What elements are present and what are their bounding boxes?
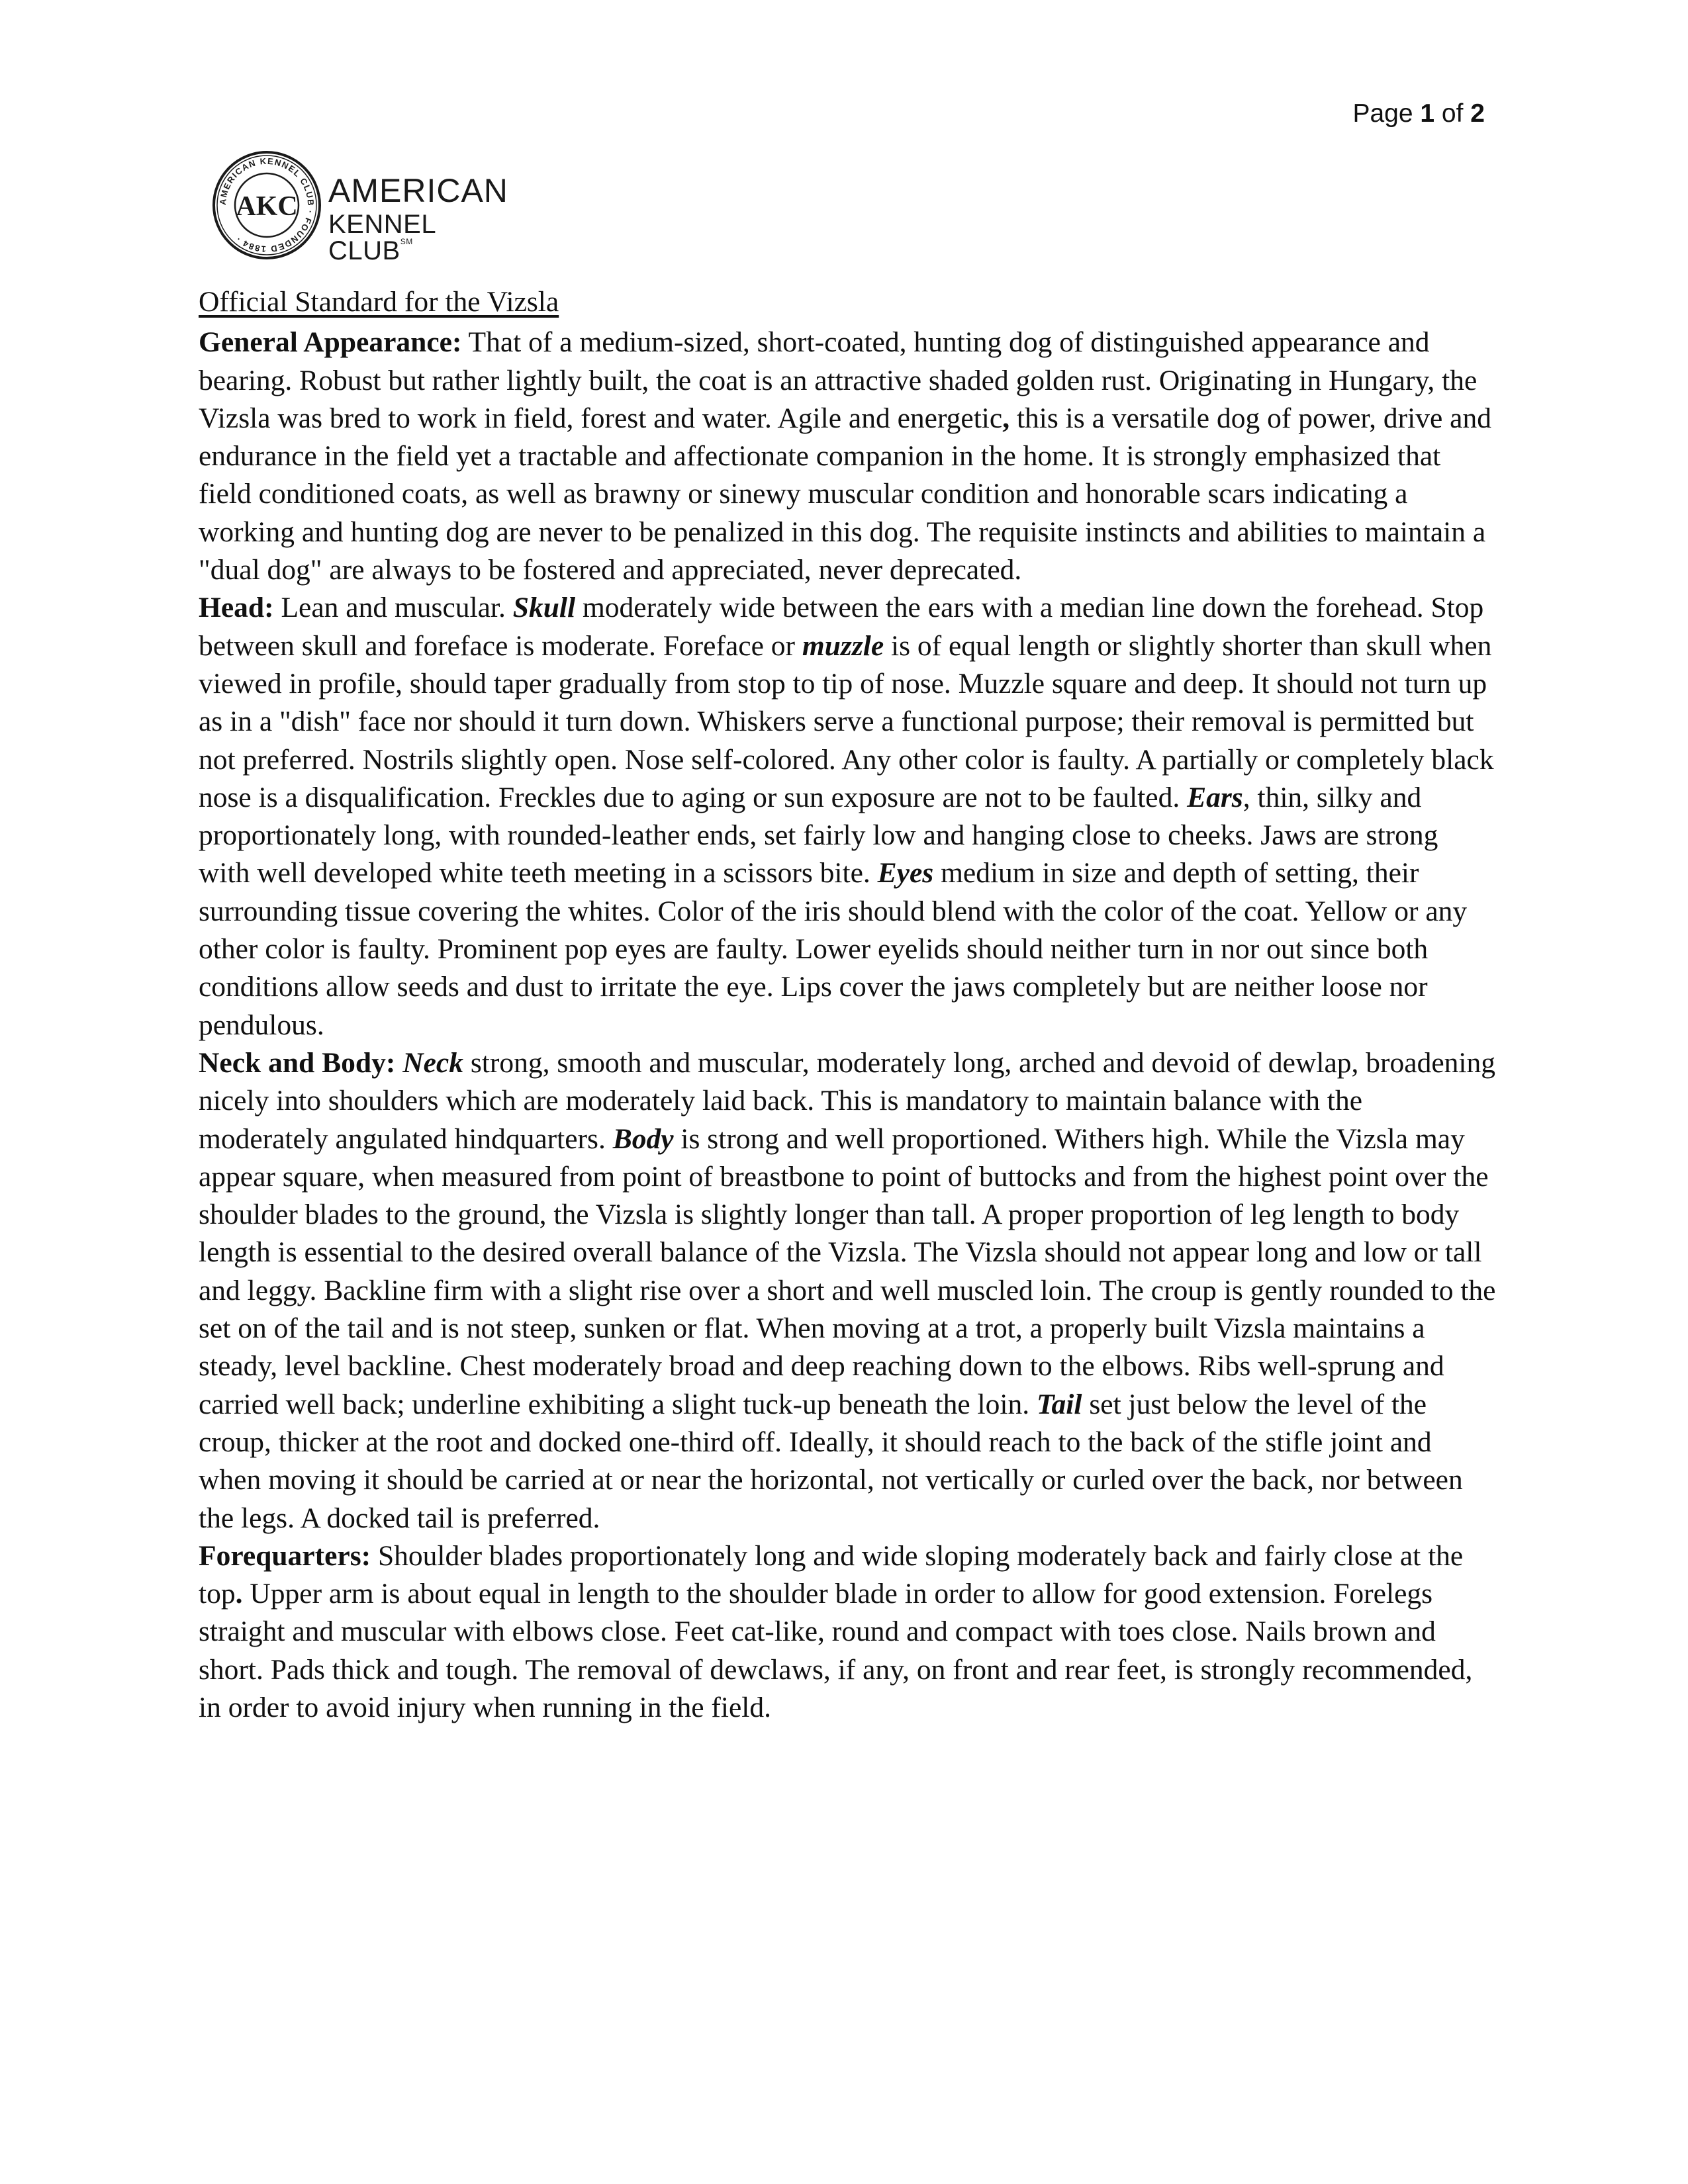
emphasized-term: Tail [1036, 1388, 1082, 1420]
text-run: is strong and well proportioned. Withers high. While the Vizsla may appear square, when measured from point of breastbone to point of buttocks and from the highest point over the shoulder blades to the ground, the Vizsla is slightly longer than tall. A proper proportion of leg length to body length is essential to the desired overall balance of the Vizsla. The Vizsla should not appear long and low or tall and leggy. Backline firm with a slight rise over a short and well muscled loin. The croup is gently rounded to the set on of the tail and is not steep, sunken or flat. When moving at a trot, a properly built Vizsla maintains a steady, level backline. Chest moderately broad and deep reaching down to the elbows. Ribs well-sprung and carried well back; underline exhibiting a slight tuck-up beneath the loin. [199, 1122, 1496, 1420]
text-run: set just below the level of the croup, thicker at the root and docked one-third off. Ideally, it should reach to the back of the stifle joint and when moving it should be carried at or near the horizontal, not vertically or curled over the back, nor between the legs. A docked tail is preferred. [199, 1388, 1463, 1534]
wordmark-line-2-text: KENNEL CLUB [328, 210, 436, 265]
section-paragraph [199, 1537, 1496, 1727]
emphasized-term: Skull [512, 592, 576, 624]
section-heading: Neck and Body: [199, 1046, 396, 1079]
emphasized-term: Body [612, 1122, 674, 1155]
text-run: Shoulder blades proportionately long and wide sloping moderately back and fairly close at the top [199, 1539, 1464, 1610]
text-run: That of a medium-sized, short-coated, hunting dog of distinguished appearance and bearing. Robust but rather lightly built, the coat is an attractive shaded golden rust. Originating in Hungary, the Vizsla was bred to work in field, forest and water. Agile and energetic [199, 326, 1477, 434]
page-total: 2 [1470, 99, 1485, 128]
text-run: this is a versatile dog of power, drive and endurance in the field yet a tractable and affectionate companion in the home. It is strongly emphasized that field conditioned coats, as well as brawny or sinewy muscular condition and honorable scars indicating a working and hunting dog are never to be penalized in this dog. The requisite instincts and abilities to maintain a "dual dog" are always to be fostered and appreciated, never deprecated. [199, 402, 1491, 586]
text-run: medium in size and depth of setting, their surrounding tissue covering the whites. Color of the iris should blend with the color of the coat. Yellow or any other color is faulty. Prominent pop eyes are faulty. Lower eyelids should neither turn in nor out since both conditions allow seeds and dust to irritate the eye. Lips cover the jaws completely but are neither loose nor pendulous. [199, 857, 1468, 1041]
text-run: Lean and muscular. [273, 592, 513, 624]
seal-initials: AKC [236, 191, 298, 222]
bold-run: . [235, 1578, 243, 1610]
emphasized-term: Neck [402, 1046, 463, 1079]
emphasized-term: Eyes [877, 857, 934, 889]
akc-logo [211, 149, 508, 265]
section-heading: Forequarters: [199, 1539, 371, 1572]
page-current: 1 [1420, 99, 1435, 128]
section-paragraph [199, 589, 1496, 1044]
document-title: Official Standard for the Vizsla [199, 286, 559, 318]
document-sections [199, 324, 1496, 1727]
wordmark-line-2 [328, 211, 508, 264]
akc-wordmark [328, 174, 508, 264]
emphasized-term: Ears [1187, 781, 1243, 813]
text-run [395, 1047, 402, 1079]
bold-run: , [1002, 402, 1010, 434]
section-paragraph [199, 1044, 1496, 1537]
section-heading: General Appearance: [199, 326, 462, 359]
seal-ring-text: AMERICAN KENNEL CLUB · FOUNDED 1884 · [217, 156, 316, 255]
emphasized-term: muzzle [802, 629, 884, 662]
text-run: is of equal length or slightly shorter than skull when viewed in profile, should taper gradually from stop to tip of nose. Muzzle square and deep. It should not turn up as in a "dish" face nor should it turn down. Whiskers serve a functional purpose; their removal is permitted but not preferred. Nostrils slightly open. Nose self-colored. Any other color is faulty. A partially or completely black nose is a disqualification. Freckles due to aging or sun exposure are not to be faulted. [199, 629, 1494, 813]
akc-seal-icon [211, 149, 323, 261]
text-run: moderately wide between the ears with a median line down the forehead. Stop between skull and foreface is moderate. Foreface or [199, 592, 1484, 662]
service-mark: SM [400, 237, 413, 246]
standard-document [199, 283, 1496, 1727]
page-number [1352, 99, 1485, 128]
page-of-label: of [1434, 99, 1471, 128]
text-run: strong, smooth and muscular, moderately long, arched and devoid of dewlap, broadening nicely into shoulders which are moderately laid back. This is mandatory to maintain balance with the moderately angulated hindquarters. [199, 1046, 1495, 1155]
page-label: Page [1352, 99, 1421, 128]
section-heading: Head: [199, 592, 274, 624]
section-paragraph [199, 324, 1496, 589]
wordmark-line-1: AMERICAN [328, 172, 508, 209]
text-run: Upper arm is about equal in length to the shoulder blade in order to allow for good extension. Forelegs straight and muscular with elbows close. Feet cat-like, round and compact with toes close. Nails brown and short. Pads thick and tough. The removal of dewclaws, if any, on front and rear feet, is strongly recommended, in order to avoid injury when running in the field. [199, 1578, 1473, 1723]
text-run: , thin, silky and proportionately long, with rounded-leather ends, set fairly low and hanging close to cheeks. Jaws are strong with well developed white teeth meeting in a scissors bite. [199, 781, 1438, 889]
